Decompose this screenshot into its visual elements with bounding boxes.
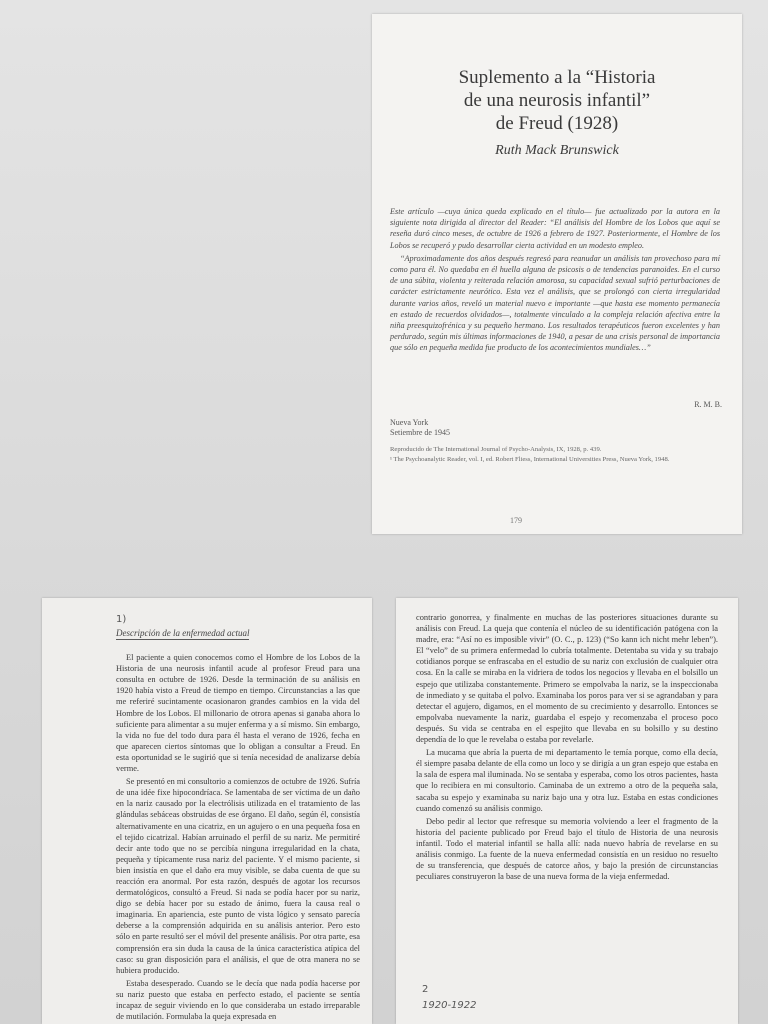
page-number: 179 bbox=[510, 516, 522, 525]
section-heading: Descripción de la enfermedad actual bbox=[116, 628, 249, 640]
margin-years: 1920-1922 bbox=[422, 1000, 477, 1011]
right-text-page bbox=[396, 598, 738, 1024]
left-paragraph-1: El paciente a quien conocemos como el Hombre de los Lobos de la Historia de una neurosis infantil acude al profesor Freud para una consulta en octubre de 1926. Desde la terminación de su análisis en 1920 había visto a Freud de tiempo en tiempo. Circunstancias a las que me referiré sucintamente ocasionaron grandes cambios en la vida del Hombre de los Lobos. El millonario de otrora apenas si ganaba ahora lo suficiente para alimentar a su mujer enferma y a sí mismo. Sin embargo, la vida no fue del todo dura para él hasta el verano de 1926, fecha en que aparecen ciertos síntomas que lo obligan a consultar a Freud. En esta oportunidad se le sugirió que si tenía necesidad de analizarse debía verme. bbox=[116, 653, 360, 774]
margin-mark-2: 2 bbox=[422, 984, 429, 995]
abstract-initials: R. M. B. bbox=[694, 400, 722, 409]
dateline-date: Setiembre de 1945 bbox=[390, 428, 450, 437]
article-title bbox=[380, 66, 734, 135]
abstract-note bbox=[390, 206, 720, 356]
margin-mark-1: 1) bbox=[116, 614, 127, 625]
footnote-1: ¹ The Psychoanalytic Reader, vol. I, ed. Robert Fliess, International Universities Press, Nueva York, 1948. bbox=[390, 456, 670, 464]
footnote-source: Reproducido de The International Journal of Psycho-Analysis, IX, 1928, p. 439. bbox=[390, 446, 602, 453]
title-line-1: Suplemento a la “Historia bbox=[458, 67, 656, 88]
dateline-place: Nueva York bbox=[390, 418, 429, 427]
left-body bbox=[116, 628, 360, 1024]
right-paragraph-1: contrario gonorrea, y finalmente en muchas de las posteriores situaciones durante su análisis con Freud. La queja que contenía el núcleo de su identificación patógena con la madre, era: “Así no es imposible vivir” (O. C., p. 123) (“So kann ich nicht mehr leben”). El “velo” de su primera enfermedad lo cubría totalmente. Detentaba su vida y su trabajo cotidianos porque se enfrascaba en el estudio de su nariz con exclusión de cualquier otra cosa. En la calle se miraba en la vidriera de todos los negocios y llevaba en el bolsillo un espejo que utilizaba constantemente. Primero se empolvaba la nariz, se la inspeccionaba de inmediato y se quitaba el polvo. Examinaba los poros para ver si se agrandaban y para detectar el agujero, digamos, en el momento de su crecimiento y desarrollo. Entonces se empolvaba nuevamente la nariz, guardaba el espejo y recomenzaba el proceso poco después. Su vida se centraba en el espejito que llevaba en su bolsillo y su destino dependía de lo que le revelaba o estaba por revelarle. bbox=[416, 613, 718, 745]
right-paragraph-3: Debo pedir al lector que refresque su memoria volviendo a leer el fragmento de la historia del paciente publicado por Freud bajo el título de Historia de una neurosis infantil. Todo el material infantil se halla allí: nada nuevo habría de revelarse en su análisis conmigo. La fuente de la nueva enfermedad consistía en un residuo no resuelto de su transferencia, que después de catorce años, y bajo la presión de circunstancias peculiares construyeron la base de una nueva forma de la vieja enfermedad. bbox=[416, 816, 718, 882]
title-page bbox=[372, 14, 742, 534]
left-paragraph-3: Estaba desesperado. Cuando se le decía que nada podía hacerse por su nariz puesto que estaba en perfecto estado, el paciente se sentía incapaz de seguir viviendo en lo que consideraba un estado irreparable de mutilación. Formulaba la queja expresada en bbox=[116, 978, 360, 1022]
title-line-3: de Freud (1928) bbox=[495, 113, 619, 134]
abstract-paragraph-1: Este artículo —cuya única queda explicado en el título— fue actualizado por la autora en la siguiente nota dirigida al director del Reader: “El análisis del Hombre de los Lobos que aquí se reseña duró cinco meses, de octubre de 1926 a febrero de 1927. Posteriormente, el Hombre de los Lobos se recuperó y pudo desarrollar cierta actividad en un modesto empleo. bbox=[390, 207, 720, 250]
article-author: Ruth Mack Brunswick bbox=[495, 143, 619, 158]
left-text-page bbox=[42, 598, 372, 1024]
right-paragraph-2: La mucama que abría la puerta de mi departamento le temía porque, como ella decía, él siempre pasaba delante de ella como un loco y se dirigía a un gran espejo que estaba en la sala de espera mal iluminada. No se sentaba y esperaba, como los otros pacientes, hasta que lo recibiera en mi consultorio. Caminaba de un extremo a otro de la pequeña sala, sacaba su espejo y examinaba su nariz bajo una y otra luz. Estaba en estas condiciones cuando comenzó su análisis conmigo. bbox=[416, 748, 718, 813]
title-line-2: de una neurosis infantil” bbox=[463, 90, 651, 111]
right-body bbox=[416, 612, 718, 884]
abstract-paragraph-2: “Aproximadamente dos años después regresó para reanudar un análisis tan provechoso para mí como para él. No quedaba en él huella alguna de psicosis o de tendencias paranoides. En el curso de una súbita, violenta y reiterada relación amorosa, su capacidad sexual sufrió perturbaciones de carácter estrictamente neurótico. Esta vez el análisis, que se prolongó con cierta irregularidad durante varios años, reveló un material nuevo e importante —que hasta ese momento permanecía en estado de recuerdos olvidados—, totalmente vinculado a la compleja relación afectiva entre la niña preesquizofrénica y su pequeño hermano. Los resultados terapéuticos fueron excelentes y han perdurado, según mis últimas informaciones de 1940, a pesar de una crisis personal de importancia que sólo en pequeña medida fue producto de los acontecimientos mundiales…” bbox=[390, 253, 720, 353]
footnotes bbox=[390, 446, 720, 467]
abstract-dateline bbox=[390, 418, 450, 438]
left-paragraph-2: Se presentó en mi consultorio a comienzos de octubre de 1926. Sufría de una idée fixe hipocondríaca. Se lamentaba de ser víctima de un daño en la nariz causado por la electrólisis utilizada en el tratamiento de las glándulas sebáceas obstruidas de ese órgano. El daño, según él, consistía alternativamente en una cicatriz, en un agujero o en una pequeña fosa en el tejido cicatrizal. Habían arruinado el perfil de su nariz. Me permitiré decir ante todo que no se percibía ninguna irregularidad en la chata, pequeña y típicamente rusa nariz del paciente. Y el mismo paciente, si bien insistía en que el daño era muy visible, se daba cuenta de que su reacción era anormal. Por esta razón, después de agotar los recursos dermatológicos, consultó a Freud. Si nada se podía hacer por su nariz, digo se debía hacer por su estado de ánimo, fuera la causa real o imaginaria. En apariencia, este punto de vista lógico y sensato parecía deberse a la comprensión adquirida en su análisis anterior. Pero esto sólo en parte resultó ser el móvil del presente análisis. Por otra parte, esa comprensión era sin duda la causa de la única característica atípica del caso: su gran disposición para el análisis, el que de otra manera no se hubiera producido. bbox=[116, 777, 360, 975]
